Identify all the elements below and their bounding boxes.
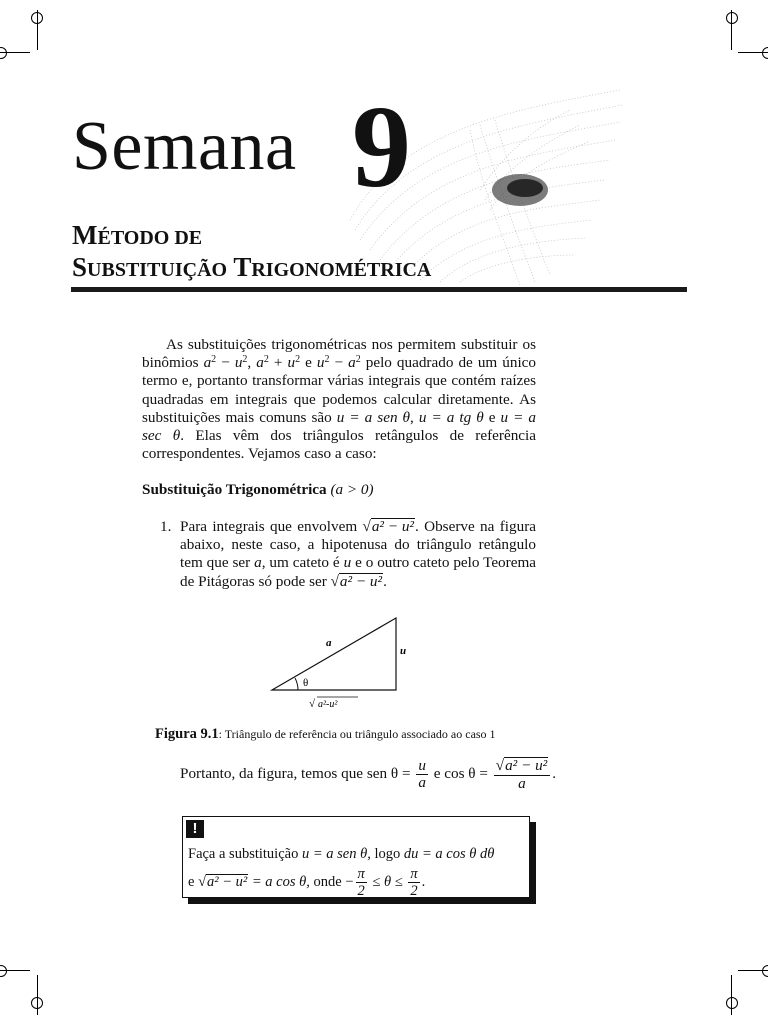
note-line-1: Faça a substituição u = a sen θ, logo du = a cos θ dθ: [188, 846, 495, 862]
chapter-title: Semana: [72, 108, 297, 185]
title-rule: [71, 287, 687, 292]
list-item-text: Para integrais que envolvem √a² − u². Observe na figura abaixo, neste caso, a hipotenusa do triângulo retângulo tem que ser a, um cateto é u e o outro cateto pelo Teorema de Pitágoras só pode ser √a² − u².: [180, 518, 537, 590]
exclamation-icon: !: [186, 820, 204, 838]
triangle-shape: [272, 618, 396, 690]
intro-paragraph: As substituições trigonométricas nos permitem substituir os binômios $a^2 - u^2$, $a^2 + u^2$ e $u^2 - a^2$ pelo quadrado de um único termo e, portanto transformar várias integrais que contém raízes quadradas em integrais que podemos calcular diretamente. As substituições mais comuns são u = a sen θ, u = a tg θ e u = a sec θ. Elas vêm dos triângulos retângulos de referência correspondentes. Vejamos caso a caso:: [142, 336, 536, 463]
sqrt-symbol: √: [309, 698, 316, 710]
opposite-leg-label: u: [400, 645, 407, 657]
reference-triangle-figure: [262, 612, 422, 716]
chapter-number: 9: [352, 81, 411, 212]
result-formula: Portanto, da figura, temos que sen θ = $\frac{u}{a}$ e cos θ = $\frac{\text{√a² − u²}}{a}$ .: [180, 756, 557, 792]
chapter-subtitle-line-2: SUBSTITUIÇÃO TRIGONOMÉTRICA: [72, 252, 432, 282]
chapter-subtitle-line-1: MÉTODO DE: [72, 220, 203, 250]
hypotenuse-label: a: [326, 637, 332, 649]
figure-caption: Figura 9.1: Triângulo de referência ou triângulo associado ao caso 1: [155, 726, 496, 742]
note-line-2: e √a² − u² = a cos θ, onde − $\frac{\pi}{2}$ ≤ θ ≤ $\frac{\pi}{2}$ .: [188, 866, 426, 899]
angle-arc: [295, 678, 298, 690]
adjacent-leg-label: a²-u²: [318, 699, 338, 710]
section-heading: Substituição Trigonométrica (a > 0): [142, 481, 374, 498]
list-item-number: 1.: [160, 518, 172, 535]
angle-label: θ: [303, 677, 309, 689]
